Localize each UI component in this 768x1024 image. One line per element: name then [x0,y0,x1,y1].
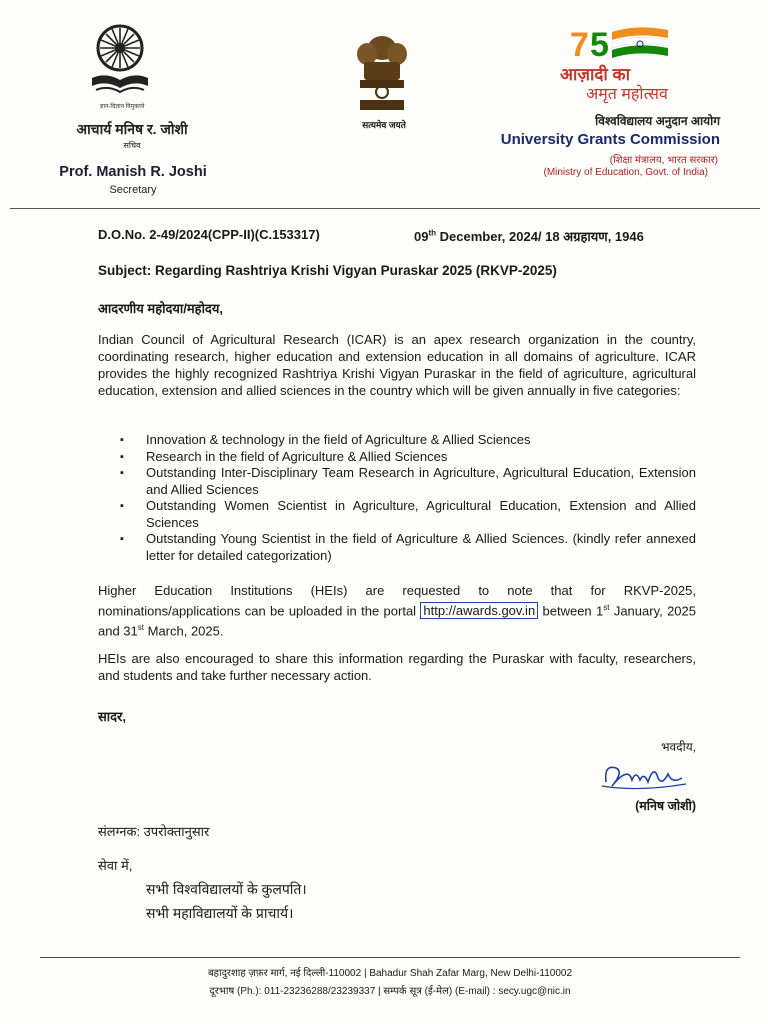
enclosure-note: संलग्नक: उपरोक्तानुसार [98,824,210,839]
header-divider [10,208,760,209]
ministry-name: (Ministry of Education, Govt. of India) [543,167,708,178]
footer-contact: दूरभाष (Ph.): 011-23236288/23239337 | सम्पर्क सूत्र (ई-मेल) (E-mail) : secy.ugc@nic.in [209,986,571,997]
para2-mid: January, 2025 and 31 [98,603,696,639]
secretary-title-hindi: सचिव [123,141,141,150]
list-item: ▪ Research in the field of Agriculture & Allied Sciences [120,449,696,466]
recipient-line: सभी महाविद्यालयों के प्राचार्य। [146,905,294,921]
signatory-name: (मनिष जोशी) [635,799,696,813]
org-name: University Grants Commission [500,131,720,148]
list-item: ▪ Outstanding Inter-Disciplinary Team Research in Agriculture, Agricultural Education, Extension and Allied Sciences [120,465,696,498]
date-suffix: th [428,228,437,238]
date-day: 09 [414,229,429,244]
closing-greeting: सादर, [98,709,126,724]
ministry-hindi: (शिक्षा मंत्रालय, भारत सरकार) [609,155,718,166]
emblem-motto: सत्यमेव जयते [362,120,406,130]
recipient-line: सभी विश्वविद्यालयों के कुलपति। [146,881,307,897]
svg-text:5: 5 [590,26,609,64]
addressee-label: सेवा में, [98,858,133,873]
logo-motto: ज्ञान-विज्ञान विमुक्तये [99,104,145,110]
list-item: ▪ Outstanding Young Scientist in the field of Agriculture & Allied Sciences. (kindly refer annexed letter for detailed categorization) [120,531,696,564]
portal-paragraph [98,582,696,640]
ugc-logo [88,20,152,102]
secretary-title: Secretary [109,184,157,196]
subject-line: Subject: Regarding Rashtriya Krishi Vigyan Puraskar 2025 (RKVP-2025) [98,263,557,278]
secretary-name-hindi: आचार्य मनिष र. जोशी [76,121,188,137]
list-item: ▪ Innovation & technology in the field of Agriculture & Allied Sciences [120,432,696,449]
ordinal-suffix: st [603,603,610,612]
national-emblem-icon [350,30,414,118]
svg-text:7: 7 [570,26,589,64]
category-list [120,432,696,564]
footer-divider [40,957,740,958]
signature-image [598,756,690,796]
closing-paragraph: HEIs are also encouraged to share this information regarding the Puraskar with faculty, researchers, and students and take further necessary action. [98,651,696,683]
yours-faithfully: भवदीय, [661,740,696,754]
para2-end: March, 2025. [144,623,224,639]
list-item: ▪ Outstanding Women Scientist in Agriculture, Agricultural Education, Extension and Allied Sciences [120,498,696,531]
para2-prefix: Higher Education Institutions (HEIs) are requested to note that for RKVP-2025, nominations/applications can be uploaded in the portal [98,583,696,619]
org-name-hindi: विश्वविद्यालय अनुदान आयोग [595,114,720,128]
secretary-name: Prof. Manish R. Joshi [59,164,207,180]
azadi-title: आज़ादी का [560,65,631,84]
footer-address: बहादुरशाह ज़फ़र मार्ग, नई दिल्ली-110002 | Bahadur Shah Zafar Marg, New Delhi-110002 [207,968,573,979]
para2-between: between 1 [538,603,604,619]
ordinal-suffix: st [137,623,144,633]
reference-number: D.O.No. 2-49/2024(CPP-II)(C.153317) [98,227,320,242]
date-rest: December, 2024/ 18 अग्रहायण, 1946 [436,229,644,244]
letter-date [414,227,644,245]
intro-paragraph: Indian Council of Agricultural Research (ICAR) is an apex research organization in the country, coordinating research, higher education and extension education in all domains of agriculture. ICAR provides the highly recognized Rashtriya Krishi Vigyan Puraskar in the field of agriculture, agricultural education, extension and allied sciences in the country which will be given annually in five categories: [98,332,696,398]
salutation: आदरणीय महोदया/महोदय, [98,301,223,316]
amrit-mahotsav-title: अमृत महोत्सव [586,86,668,103]
portal-link[interactable]: http://awards.gov.in [420,602,538,619]
